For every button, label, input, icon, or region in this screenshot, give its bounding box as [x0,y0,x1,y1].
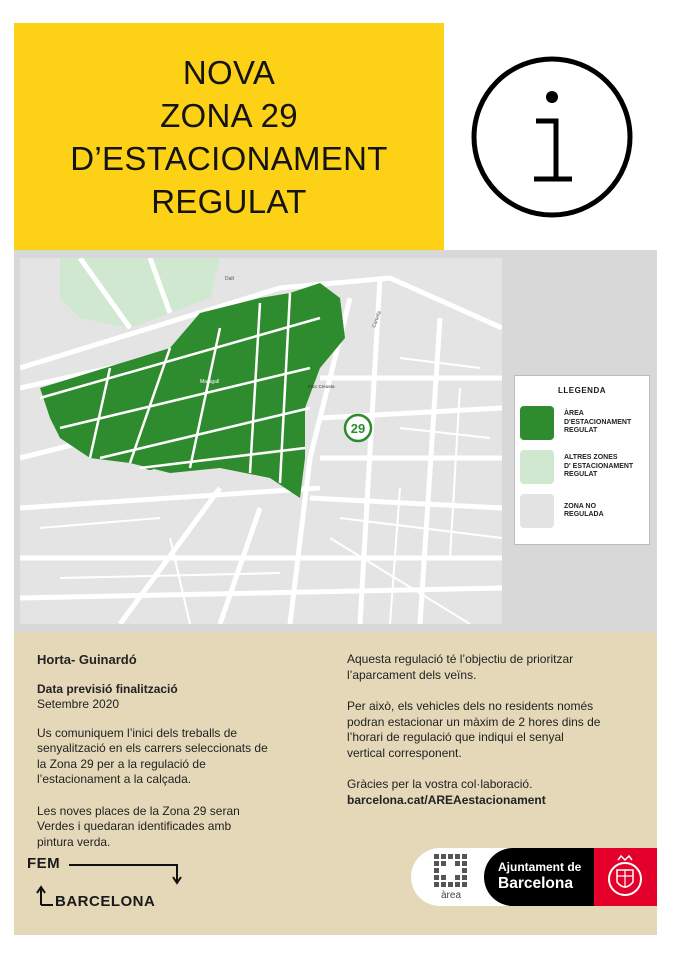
map-legend [514,375,650,545]
street-label: Parc Creueta [308,384,335,389]
legend-label: ALTRES ZONES D' ESTACIONAMENT REGULAT [564,454,634,479]
info-left-column [37,652,337,850]
district-name: Horta- Guinardó [37,652,137,667]
street-label: Cartellà [371,310,383,329]
legend-item-regulated [520,406,631,440]
barcelona-shield-icon [594,848,657,906]
legend-title: LLEGENDA [558,386,606,395]
legend-swatch [520,450,554,484]
fem-barcelona-logo [27,855,187,915]
legend-label: ÀREA D'ESTACIONAMENT REGULAT [564,410,632,435]
map [20,258,502,624]
legend-item-unregulated [520,494,604,528]
map-panel [14,250,657,632]
zone-29-badge: 29 [350,421,366,436]
legend-swatch [520,494,554,528]
fem-text: FEM [27,855,61,872]
street-label: Dalt [225,276,234,282]
title-banner [14,23,444,250]
ajuntament-line2: Barcelona [498,875,573,892]
info-icon [470,55,634,219]
title-line: NOVA [182,53,276,91]
info-right-column [347,652,652,808]
legend-swatch [520,406,554,440]
paragraph-green-places: Les noves places de la Zona 29 seran Verdes i quedaran identificades amb pintura verda. [37,803,240,849]
ajuntament-line1: Ajuntament de [498,860,582,874]
date-value: Setembre 2020 [37,697,120,711]
barcelona-text: BARCELONA [55,893,156,910]
thanks-text: Gràcies per la vostra col·laboració. [347,777,533,791]
legend-item-other-zones [520,450,633,484]
paragraph-intro: Us comuniquem l’inici dels treballs de senyalització en els carrers seleccionats de la Zona 29 per a la regulació de l’estacionament a la calçada. [37,725,268,786]
paragraph-objective: Aquesta regulació té l’objectiu de prioritzar l’aparcament dels veïns. [347,652,574,682]
area-logo-icon [432,854,470,900]
street-label: Maragall [200,379,220,385]
title-line: REGULAT [151,182,307,220]
area-logo-text: àrea [440,890,462,900]
date-label: Data previsió finalització [37,681,178,696]
ajuntament-logo [484,848,594,906]
paragraph-non-residents: Per això, els vehicles dels no residents només podran estacionar un màxim de 2 hores dins de l’horari de regulació que indiqui el senyal vertical corresponent. [347,699,601,760]
street-map [20,258,502,624]
legend-label: ZONA NO REGULADA [564,502,604,518]
website-link[interactable]: barcelona.cat/AREAestacionament [347,792,546,807]
title-line: ZONA 29 [160,96,298,134]
arrows-icon [27,855,187,915]
title-line: D’ESTACIONAMENT [70,139,388,177]
